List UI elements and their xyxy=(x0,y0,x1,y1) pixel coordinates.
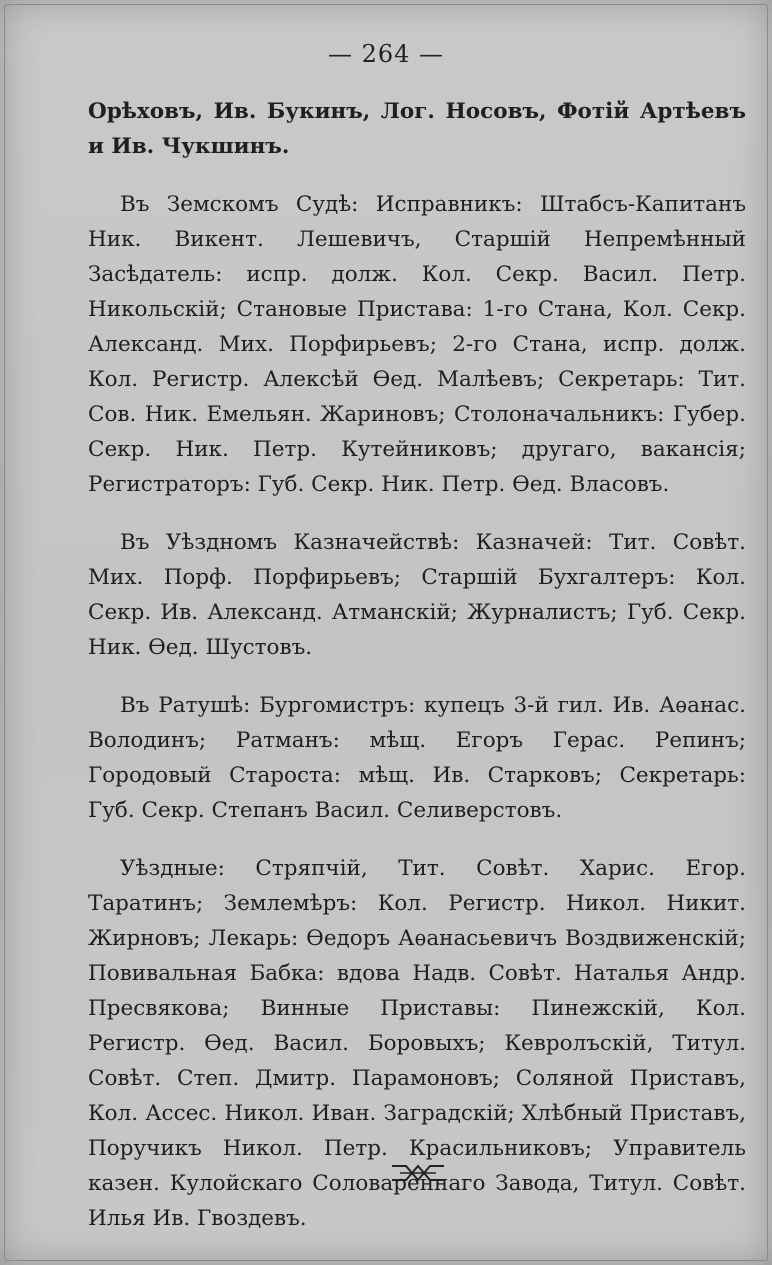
paragraph-ratusha: Въ Ратушѣ: Бургомистръ: купецъ 3-й гил. Ив. Аѳанас. Володинъ; Ратманъ: мѣщ. Егоръ Герас. Репинъ; Городовый Староста: мѣщ. Ив. Старковъ; Секретарь: Губ. Секр. Степанъ Васил. Селиверстовъ. xyxy=(88,693,746,823)
page-body xyxy=(88,94,746,1259)
page-number-header: — 264 — xyxy=(327,40,445,68)
paragraph-zemsky-sud: Въ Земскомъ Судѣ: Исправникъ: Штабсъ-Капитанъ Ник. Викент. Лешевичъ, Старшій Непремѣнный Засѣдатель: испр. долж. Кол. Секр. Васил. Петр. Никольскій; Становые Пристава: 1-го Стана, Кол. Секр. Александ. Мих. Порфирьевъ; 2-го Стана, испр. долж. Кол. Регистр. Алексѣй Ѳед. Малѣевъ; Секретарь: Тит. Сов. Ник. Емельян. Жариновъ; Столоначальникъ: Губер. Секр. Ник. Петр. Кутейниковъ; другаго, вакансія; Регистраторъ: Губ. Секр. Ник. Петр. Ѳед. Власовъ. xyxy=(88,192,746,497)
paragraph-continuation: Орѣховъ, Ив. Букинъ, Лог. Носовъ, Фотій Артѣевъ и Ив. Чукшинъ. xyxy=(88,99,746,159)
paragraph-kaznacheystvo: Въ Уѣздномъ Казначействѣ: Казначей: Тит. Совѣт. Мих. Порф. Порфирьевъ; Старшій Бухгалтеръ: Кол. Секр. Ив. Александ. Атманскій; Журналистъ; Губ. Секр. Ник. Ѳед. Шустовъ. xyxy=(88,530,746,660)
paragraph-uezdnye: Уѣздные: Стряпчій, Тит. Совѣт. Харис. Егор. Таратинъ; Землемѣръ: Кол. Регистр. Никол. Никит. Жирновъ; Лекарь: Ѳедоръ Аѳанасьевичъ Воздвиженскій; Повивальная Бабка: вдова Надв. Совѣт. Наталья Андр. Пресвякова; Винные Приставы: Пинежскій, Кол. Регистр. Ѳед. Васил. Боровыхъ; Кевролъскій, Титул. Совѣт. Степ. Дмитр. Парамоновъ; Соляной Приставъ, Кол. Ассес. Никол. Иван. Заградскій; Хлѣбный Приставъ, Поручикъ Никол. Петр. Красильниковъ; Управитель казен. Кулойскаго Соловареннаго Завода, Титул. Совѣт. Илья Ив. Гвоздевъ. xyxy=(88,856,746,1231)
ornament-divider xyxy=(388,1160,448,1186)
